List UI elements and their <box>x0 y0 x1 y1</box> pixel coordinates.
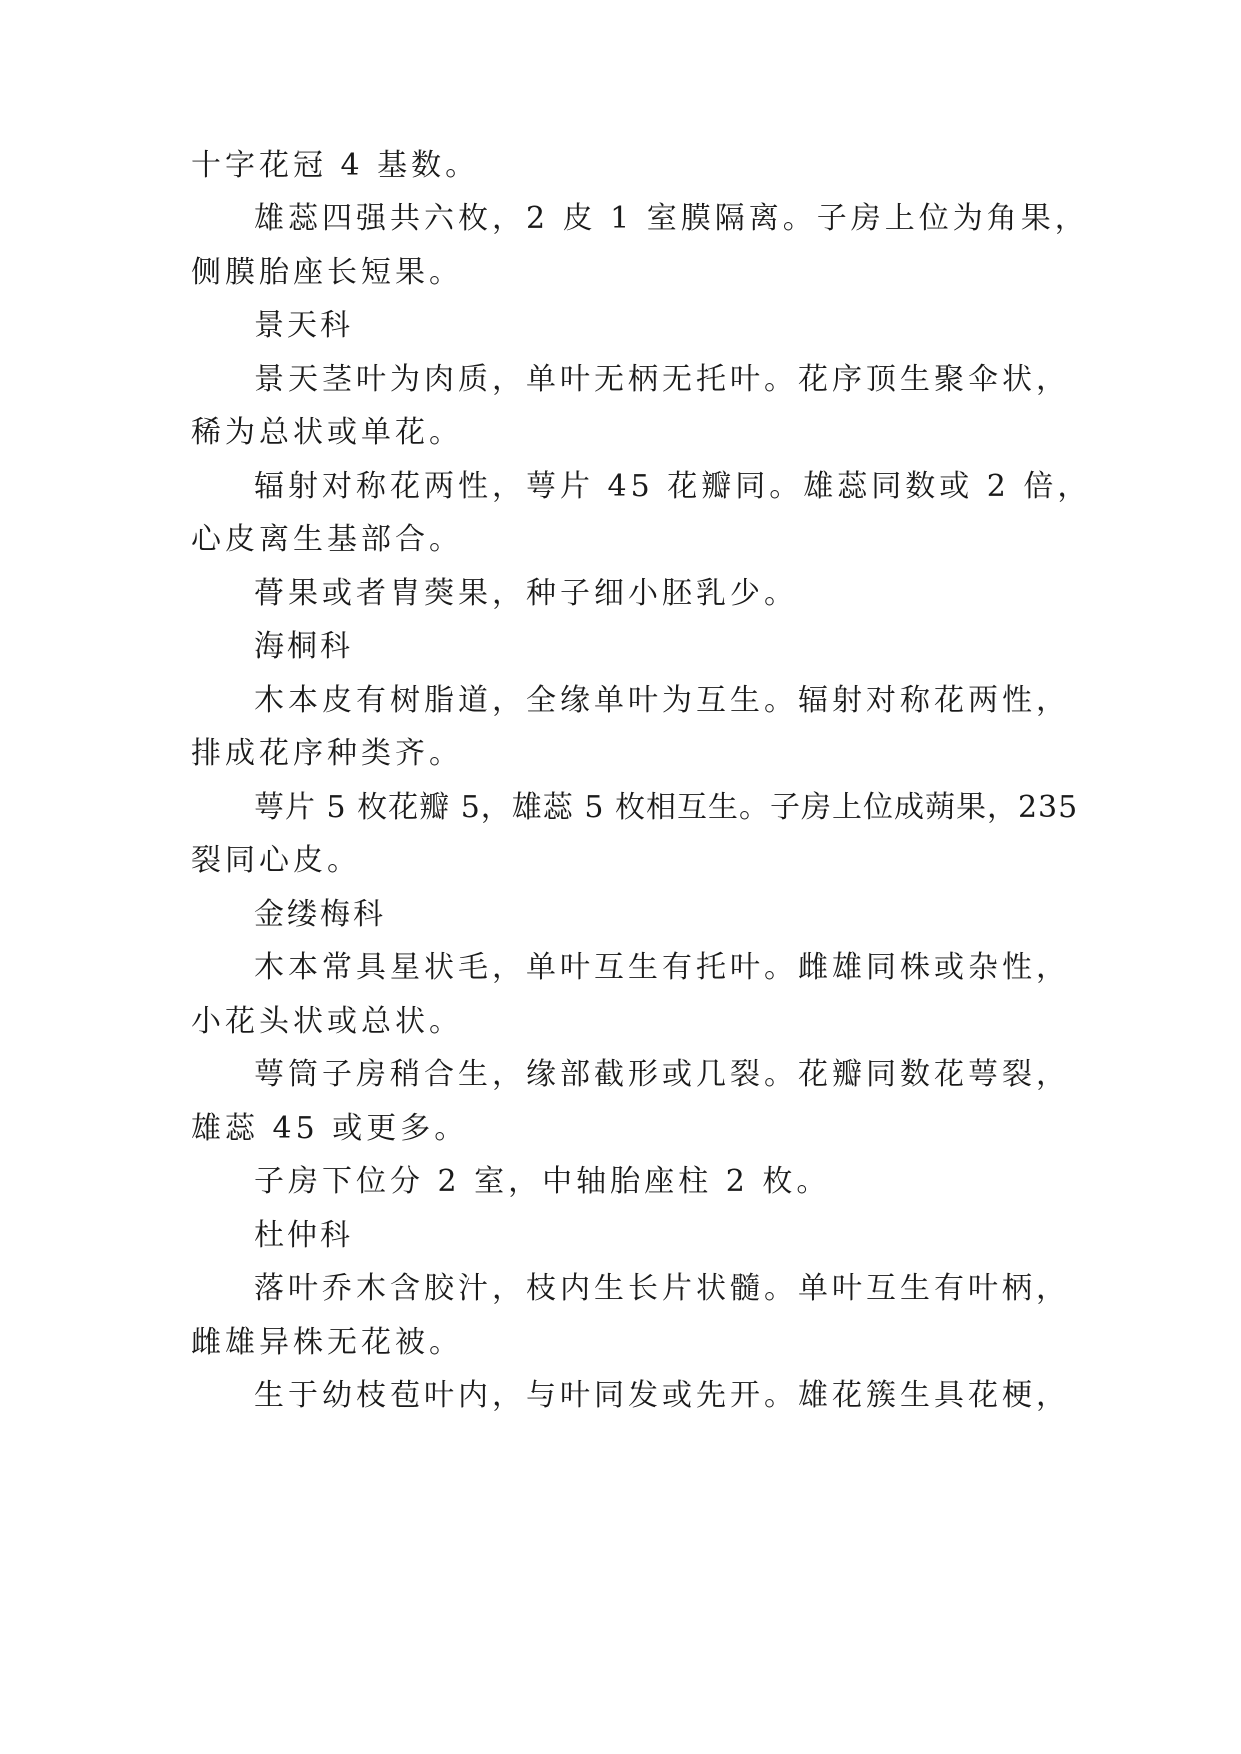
text-line: 雄蕊 45 或更多。 <box>191 1111 469 1146</box>
section-heading: 景天科 <box>254 308 353 343</box>
text-line: 木本皮有树脂道，全缘单叶为互生。辐射对称花两性， <box>254 683 1070 718</box>
text-line: 萼片 5 枚花瓣 5，雄蕊 5 枚相互生。子房上位成蒴果，235 <box>254 790 1079 825</box>
text-line: 子房下位分 2 室，中轴胎座柱 2 枚。 <box>254 1164 831 1199</box>
text-line: 蓇果或者胄葖果，种子细小胚乳少。 <box>254 576 798 611</box>
section-heading: 金缕梅科 <box>254 897 386 932</box>
text-line: 萼筒子房稍合生，缘部截形或几裂。花瓣同数花萼裂， <box>254 1057 1070 1092</box>
text-line: 心皮离生基部合。 <box>191 522 463 557</box>
text-line: 裂同心皮。 <box>191 843 361 878</box>
text-line: 雌雄异株无花被。 <box>191 1325 463 1360</box>
text-line: 雄蕊四强共六枚，2 皮 1 室膜隔离。子房上位为角果， <box>254 201 1089 236</box>
text-line: 小花头状或总状。 <box>191 1004 463 1039</box>
text-line: 生于幼枝苞叶内，与叶同发或先开。雄花簇生具花梗， <box>254 1378 1070 1413</box>
text-line: 十字花冠 4 基数。 <box>191 148 480 183</box>
text-line: 排成花序种类齐。 <box>191 736 463 771</box>
text-line: 景天茎叶为肉质，单叶无柄无托叶。花序顶生聚伞状， <box>254 362 1070 397</box>
text-line: 木本常具星状毛，单叶互生有托叶。雌雄同株或杂性， <box>254 950 1070 985</box>
text-line: 落叶乔木含胶汁，枝内生长片状髓。单叶互生有叶柄， <box>254 1271 1070 1306</box>
text-line: 稀为总状或单花。 <box>191 415 463 450</box>
text-line: 侧膜胎座长短果。 <box>191 255 463 290</box>
text-line: 辐射对称花两性，萼片 45 花瓣同。雄蕊同数或 2 倍， <box>254 469 1092 504</box>
section-heading: 海桐科 <box>254 629 353 664</box>
section-heading: 杜仲科 <box>254 1218 353 1253</box>
